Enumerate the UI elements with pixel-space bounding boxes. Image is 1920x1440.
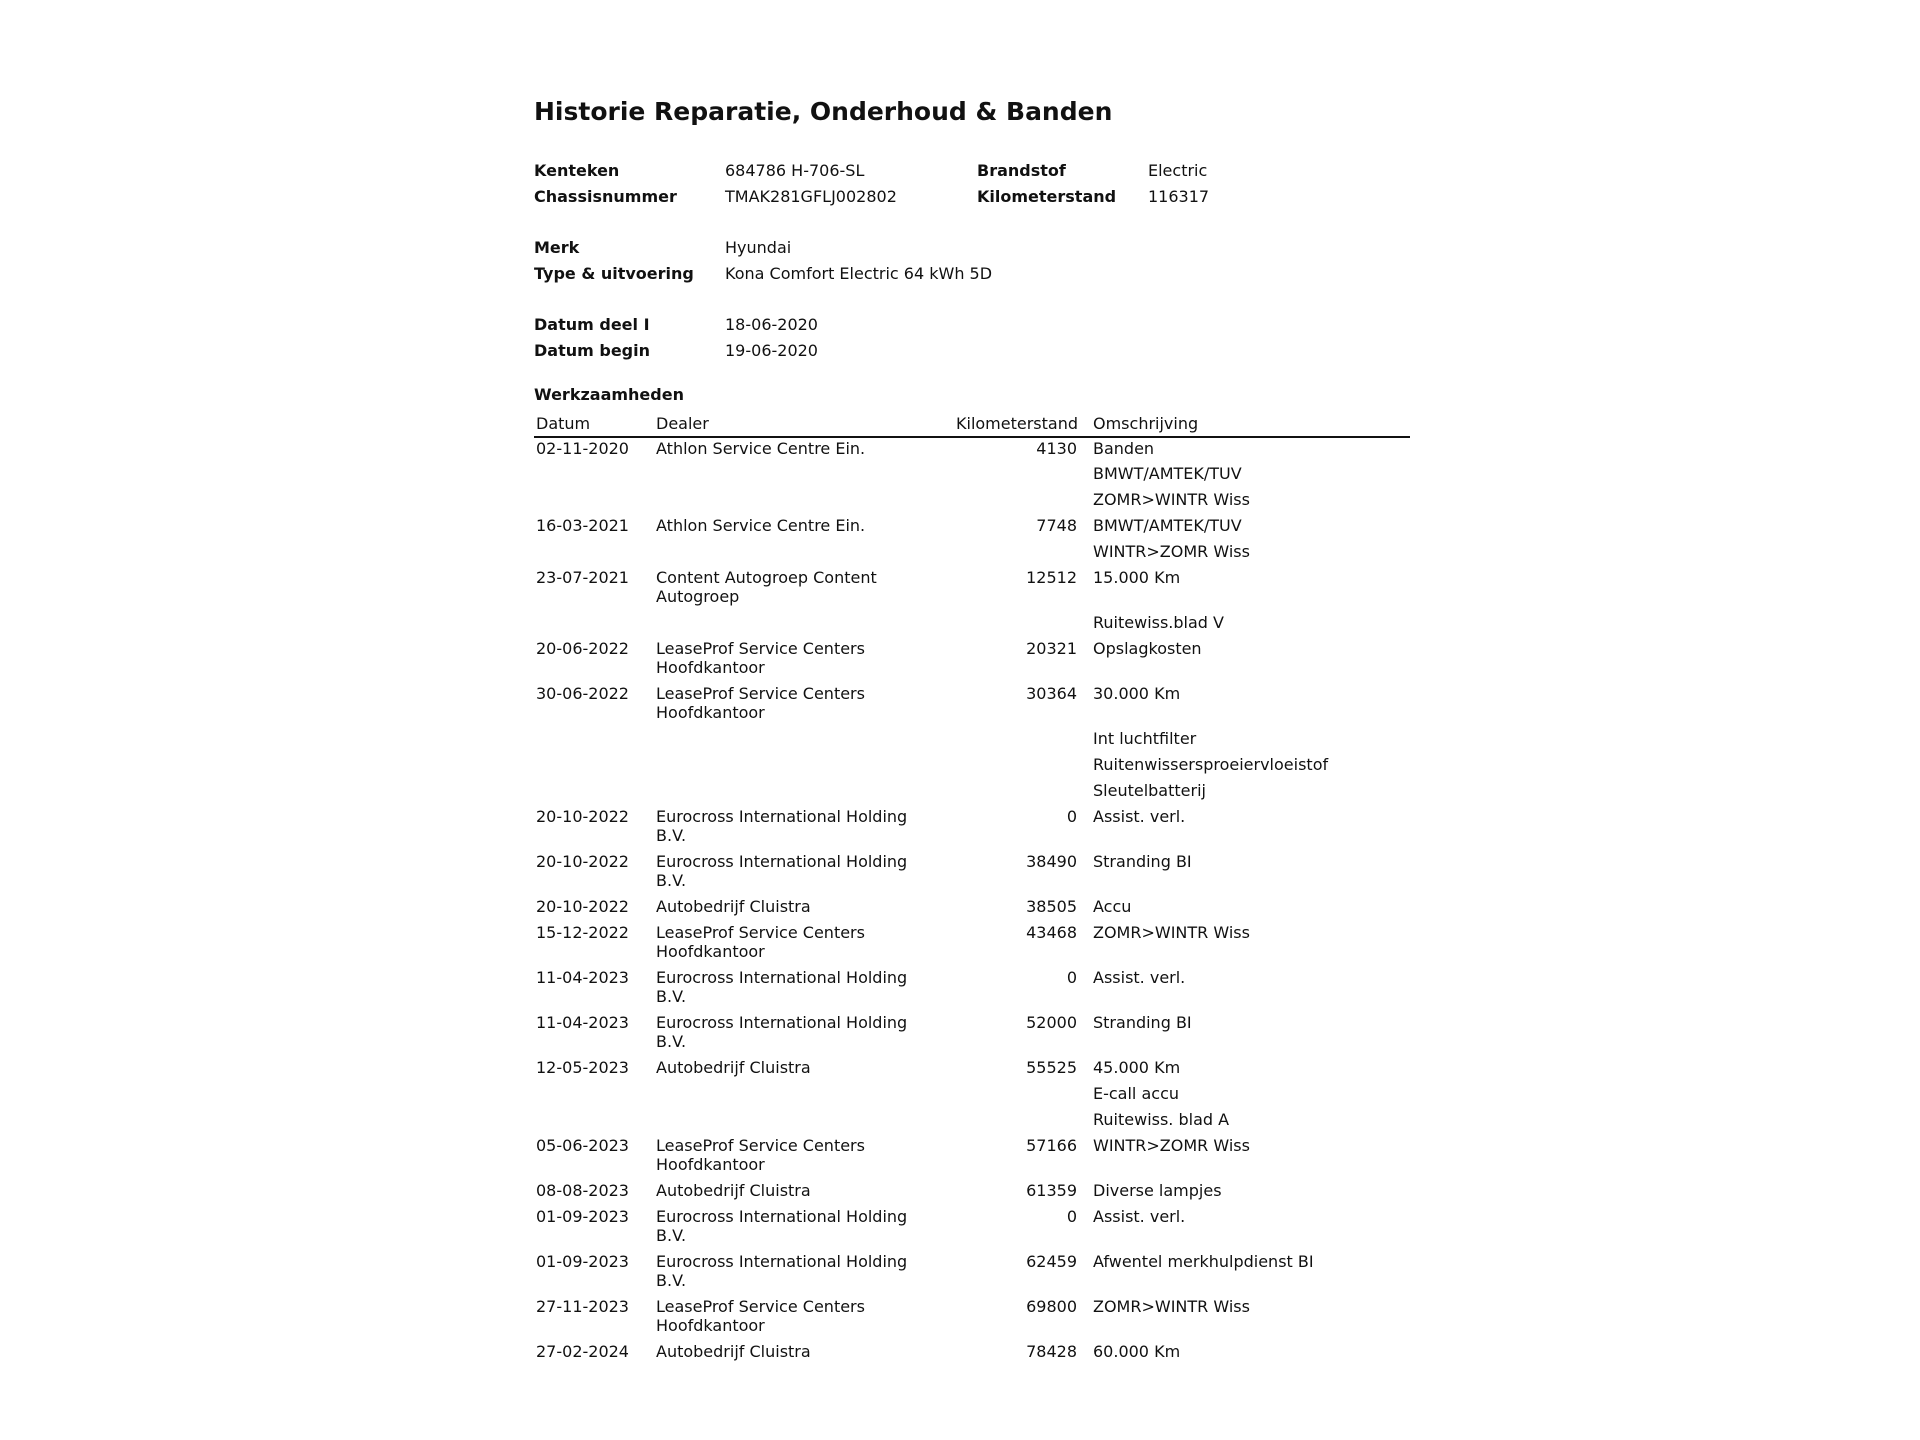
cell-dealer [654,1057,954,1083]
table-row [534,922,1410,967]
merk-label: Merk [534,238,580,257]
dealer-text: Content Autogroep Content Autogroep [656,568,877,606]
cell-kilometerstand: 38505 [1026,897,1077,916]
datum-deel-value: 18-06-2020 [725,315,818,334]
cell-kilometerstand: 43468 [1026,923,1077,942]
document-page [534,96,1410,1367]
table-row [534,754,1410,780]
cell-dealer [654,967,954,1012]
cell-omschrijving: Sleutelbatterij [1093,781,1206,800]
cell-omschrijving: BMWT/AMTEK/TUV [1093,516,1242,535]
cell-dealer [654,437,954,463]
cell-kilometerstand: 12512 [1026,568,1077,587]
cell-omschrijving: Int luchtfilter [1093,729,1197,748]
cell-date [534,541,654,567]
brandstof-value: Electric [1148,161,1208,180]
cell-kilometerstand: 62459 [1026,1252,1077,1271]
cell-omschrijving: BMWT/AMTEK/TUV [1093,464,1242,483]
dealer-text: Autobedrijf Cluistra [656,1181,811,1200]
cell-omschrijving: WINTR>ZOMR Wiss [1093,542,1250,561]
cell-dealer [654,896,954,922]
cell-omschrijving: Opslagkosten [1093,639,1202,658]
cell-dealer [654,541,954,567]
cell-omschrijving: 60.000 Km [1093,1342,1181,1361]
cell-kilometerstand [954,541,1091,567]
cell-kilometerstand: 55525 [1026,1058,1077,1077]
table-body [534,437,1410,1367]
type-label: Type & uitvoering [534,264,694,283]
table-row [534,489,1410,515]
cell-kilometerstand: 78428 [1026,1342,1077,1361]
cell-date: 20-10-2022 [536,807,629,826]
header-omschrijving: Omschrijving [1091,412,1410,437]
dealer-text: LeaseProf Service Centers Hoofdkantoor [656,923,865,961]
cell-date: 15-12-2022 [536,923,629,942]
cell-omschrijving: 45.000 Km [1093,1058,1181,1077]
datum-deel-label: Datum deel I [534,315,650,334]
cell-kilometerstand: 0 [1066,968,1077,987]
cell-omschrijving: Accu [1093,897,1132,916]
kilometerstand-value: 116317 [1148,187,1210,206]
kenteken-label: Kenteken [534,161,620,180]
work-history-table [534,412,1410,1367]
cell-kilometerstand: 57166 [1026,1136,1077,1155]
table-row [534,1341,1410,1367]
cell-date: 20-10-2022 [536,852,629,871]
cell-dealer [654,1012,954,1057]
dealer-text: LeaseProf Service Centers Hoofdkantoor [656,684,865,722]
table-row [534,683,1410,728]
cell-date: 23-07-2021 [536,568,629,587]
cell-kilometerstand [954,463,1091,489]
cell-omschrijving: WINTR>ZOMR Wiss [1093,1136,1250,1155]
cell-dealer [654,463,954,489]
cell-dealer [654,1206,954,1251]
table-row [534,1206,1410,1251]
cell-dealer [654,1180,954,1206]
page-title: Historie Reparatie, Onderhoud & Banden [534,97,1113,126]
cell-omschrijving: Ruitewiss.blad V [1093,613,1224,632]
cell-date: 30-06-2022 [536,684,629,703]
brandstof-label: Brandstof [977,161,1066,180]
cell-omschrijving: Stranding BI [1093,1013,1192,1032]
table-row [534,515,1410,541]
table-row [534,1012,1410,1057]
chassis-value: TMAK281GFLJ002802 [725,187,897,206]
info-row-kenteken [534,158,1410,184]
cell-kilometerstand: 4130 [1036,439,1077,458]
table-row [534,463,1410,489]
type-value: Kona Comfort Electric 64 kWh 5D [725,264,993,283]
cell-omschrijving: Stranding BI [1093,852,1192,871]
cell-omschrijving: ZOMR>WINTR Wiss [1093,1297,1250,1316]
cell-date: 16-03-2021 [536,516,629,535]
header-dealer: Dealer [654,412,954,437]
cell-date [534,780,654,806]
cell-omschrijving: ZOMR>WINTR Wiss [1093,490,1250,509]
header-kilometerstand: Kilometerstand [954,412,1091,437]
cell-dealer [654,1083,954,1109]
cell-kilometerstand [954,780,1091,806]
info-row-merk [534,235,1410,261]
cell-date: 01-09-2023 [536,1207,629,1226]
cell-dealer [654,806,954,851]
cell-dealer [654,754,954,780]
table-row [534,638,1410,683]
table-row [534,896,1410,922]
cell-date [534,489,654,515]
cell-kilometerstand: 52000 [1026,1013,1077,1032]
cell-kilometerstand [954,612,1091,638]
dealer-text: Eurocross International Holding B.V. [656,1013,908,1051]
merk-value: Hyundai [725,238,792,257]
cell-dealer [654,638,954,683]
table-row [534,612,1410,638]
dealer-text: Athlon Service Centre Ein. [656,516,866,535]
cell-date: 12-05-2023 [536,1058,629,1077]
cell-kilometerstand [954,728,1091,754]
table-row [534,567,1410,612]
kilometerstand-label: Kilometerstand [977,187,1117,206]
cell-dealer [654,1296,954,1341]
table-row [534,1251,1410,1296]
dealer-text: Autobedrijf Cluistra [656,1342,811,1361]
dealer-text: Eurocross International Holding B.V. [656,1252,908,1290]
table-row [534,1180,1410,1206]
kenteken-value: 684786 H-706-SL [725,161,865,180]
table-row [534,780,1410,806]
cell-date: 20-06-2022 [536,639,629,658]
cell-dealer [654,780,954,806]
cell-kilometerstand: 38490 [1026,852,1077,871]
cell-date: 08-08-2023 [536,1181,629,1200]
cell-dealer [654,612,954,638]
info-row-type [534,261,1410,287]
cell-kilometerstand: 69800 [1026,1297,1077,1316]
table-row [534,851,1410,896]
cell-omschrijving: Assist. verl. [1093,968,1186,987]
table-row [534,1135,1410,1180]
cell-date: 05-06-2023 [536,1136,629,1155]
cell-dealer [654,851,954,896]
cell-dealer [654,728,954,754]
dealer-text: Eurocross International Holding B.V. [656,852,908,890]
table-row [534,967,1410,1012]
cell-date [534,1083,654,1109]
cell-dealer [654,1251,954,1296]
dealer-text: Athlon Service Centre Ein. [656,439,866,458]
dealer-text: LeaseProf Service Centers Hoofdkantoor [656,639,865,677]
cell-dealer [654,1135,954,1180]
cell-omschrijving: Ruitenwissersproeiervloeistof [1093,755,1329,774]
cell-date: 01-09-2023 [536,1252,629,1271]
cell-kilometerstand: 20321 [1026,639,1077,658]
section-title-werkzaamheden: Werkzaamheden [534,385,684,404]
cell-dealer [654,567,954,612]
dealer-text: Autobedrijf Cluistra [656,897,811,916]
info-row-datum-begin [534,338,1410,364]
cell-kilometerstand: 0 [1066,1207,1077,1226]
dealer-text: Eurocross International Holding B.V. [656,1207,908,1245]
header-date: Datum [534,412,654,437]
cell-dealer [654,1341,954,1367]
cell-omschrijving: ZOMR>WINTR Wiss [1093,923,1250,942]
cell-kilometerstand [954,1109,1091,1135]
cell-dealer [654,922,954,967]
cell-omschrijving: 30.000 Km [1093,684,1181,703]
cell-dealer [654,515,954,541]
table-row [534,728,1410,754]
dealer-text: LeaseProf Service Centers Hoofdkantoor [656,1136,865,1174]
cell-kilometerstand: 0 [1066,807,1077,826]
dealer-text: LeaseProf Service Centers Hoofdkantoor [656,1297,865,1335]
datum-begin-value: 19-06-2020 [725,341,818,360]
table-row [534,1109,1410,1135]
cell-omschrijving: 15.000 Km [1093,568,1181,587]
cell-date: 11-04-2023 [536,968,629,987]
dealer-text: Autobedrijf Cluistra [656,1058,811,1077]
table-row [534,1296,1410,1341]
cell-date: 02-11-2020 [536,439,629,458]
cell-dealer [654,489,954,515]
cell-kilometerstand [954,1083,1091,1109]
cell-date: 20-10-2022 [536,897,629,916]
cell-date: 11-04-2023 [536,1013,629,1032]
cell-omschrijving: Afwentel merkhulpdienst BI [1093,1252,1314,1271]
cell-kilometerstand: 61359 [1026,1181,1077,1200]
cell-date [534,463,654,489]
cell-dealer [654,683,954,728]
table-row [534,1057,1410,1083]
dealer-text: Eurocross International Holding B.V. [656,968,908,1006]
info-row-datum-deel [534,312,1410,338]
cell-kilometerstand [954,489,1091,515]
table-row [534,541,1410,567]
vehicle-info [534,158,1410,364]
cell-date: 27-11-2023 [536,1297,629,1316]
cell-kilometerstand [954,754,1091,780]
dealer-text: Eurocross International Holding B.V. [656,807,908,845]
cell-date [534,1109,654,1135]
cell-date: 27-02-2024 [536,1342,629,1361]
cell-date [534,728,654,754]
cell-omschrijving: Assist. verl. [1093,807,1186,826]
cell-date [534,754,654,780]
cell-omschrijving: Diverse lampjes [1093,1181,1222,1200]
table-row [534,806,1410,851]
table-header-row [534,412,1410,437]
info-row-chassis [534,184,1410,210]
cell-omschrijving: Banden [1093,439,1155,458]
table-row [534,1083,1410,1109]
cell-omschrijving: Assist. verl. [1093,1207,1186,1226]
cell-dealer [654,1109,954,1135]
table-row [534,437,1410,463]
chassis-label: Chassisnummer [534,187,677,206]
cell-kilometerstand: 7748 [1036,516,1077,535]
cell-date [534,612,654,638]
cell-omschrijving: E-call accu [1093,1084,1179,1103]
cell-omschrijving: Ruitewiss. blad A [1093,1110,1230,1129]
datum-begin-label: Datum begin [534,341,650,360]
cell-kilometerstand: 30364 [1026,684,1077,703]
